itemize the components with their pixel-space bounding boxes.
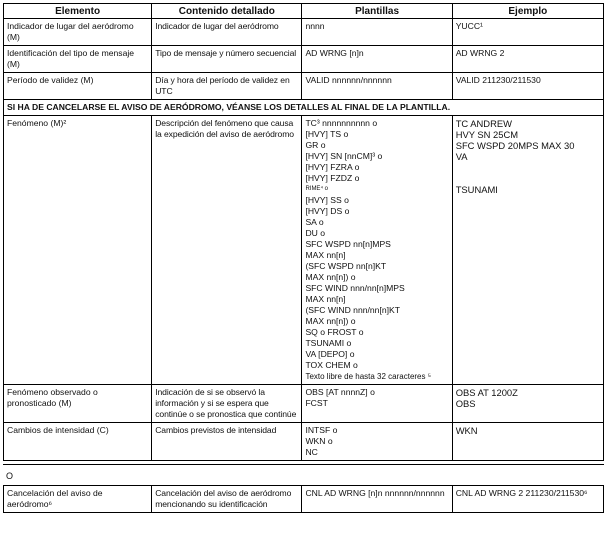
cell-contenido: Tipo de mensaje y número secuencial (152, 46, 302, 73)
header-elemento: Elemento (4, 4, 152, 19)
cell-ejemplo: AD WRNG 2 (452, 46, 603, 73)
plantilla-line: WKN o (305, 436, 333, 446)
table-row (4, 46, 604, 73)
table-row-intensidad (4, 423, 604, 461)
plantilla-line: VA [DEPO] o (305, 349, 355, 359)
plantilla-line: MAX nn[n]) o (305, 272, 356, 282)
table-row-observado (4, 385, 604, 423)
plantilla-line: Texto libre de hasta 32 caracteres ⁵ (305, 372, 432, 381)
or-separator: O (6, 471, 14, 481)
plantilla-line: [HVY] FZRA o (305, 162, 360, 172)
cell-plantilla-list (302, 423, 452, 461)
table-row-cancelacion (4, 486, 604, 513)
plantilla-line: RIME⁴ o (305, 186, 329, 192)
cell-elemento: Cancelación del aviso de aeródromo⁶ (4, 486, 152, 513)
ejemplo-line: OBS AT 1200Z (455, 387, 518, 398)
ejemplo-line: VA (455, 151, 468, 162)
plantilla-line: [HVY] TS o (305, 129, 349, 139)
cell-contenido: Indicador de lugar del aeródromo (152, 19, 302, 46)
header-row (4, 4, 604, 19)
plantilla-line: SA o (305, 217, 324, 227)
plantilla-line: (SFC WSPD nn[n]KT (305, 261, 387, 271)
plantilla-line: MAX nn[n] (305, 294, 346, 304)
cell-elemento: Fenómeno (M)² (4, 116, 152, 385)
plantilla-line: MAX nn[n] (305, 250, 346, 260)
plantilla-line: OBS [AT nnnnZ] o (305, 387, 375, 397)
section-divider (3, 464, 604, 465)
cancel-note-row (4, 100, 604, 116)
cell-plantilla-list (302, 116, 452, 385)
plantilla-line: MAX nn[n]) o (305, 316, 356, 326)
cell-plantilla: AD WRNG [n]n (302, 46, 452, 73)
header-plantillas: Plantillas (302, 4, 452, 19)
plantilla-line: TC³ nnnnnnnnnn o (305, 118, 378, 128)
cell-contenido: Día y hora del período de validez en UTC (152, 73, 302, 100)
plantilla-line: TOX CHEM o (305, 360, 358, 370)
cell-ejemplo-list (452, 423, 603, 461)
ejemplo-line: SFC WSPD 20MPS MAX 30 (455, 140, 575, 151)
cell-elemento: Indicador de lugar del aeródromo (M) (4, 19, 152, 46)
plantilla-line: TSUNAMI o (305, 338, 352, 348)
ejemplo-line: HVY SN 25CM (455, 129, 519, 140)
cell-contenido: Descripción del fenómeno que causa la expedición del aviso de aeródromo (152, 116, 302, 385)
plantilla-line: NC (305, 447, 318, 457)
table-row (4, 73, 604, 100)
ejemplo-line: OBS (455, 398, 476, 409)
table-row-fenomeno (4, 116, 604, 385)
ejemplo-line: WKN (455, 425, 478, 436)
cell-contenido: Indicación de si se observó la información y si se espera que continúe o se pronostica que continúe (152, 385, 302, 423)
cell-plantilla-list (302, 385, 452, 423)
plantilla-line: [HVY] FZDZ o (305, 173, 360, 183)
header-ejemplo: Ejemplo (452, 4, 603, 19)
plantilla-line: [HVY] SN [nnCM]³ o (305, 151, 383, 161)
plantilla-line: FCST (305, 398, 328, 408)
ejemplo-line: TC ANDREW (455, 118, 512, 129)
table-row (4, 19, 604, 46)
plantilla-line: (SFC WIND nnn/nn[n]KT (305, 305, 400, 315)
cell-ejemplo-list (452, 385, 603, 423)
cell-ejemplo: CNL AD WRNG 2 211230/211530⁶ (452, 486, 603, 513)
plantilla-line: INTSF o (305, 425, 338, 435)
header-contenido: Contenido detallado (152, 4, 302, 19)
cell-contenido: Cambios previstos de intensidad (152, 423, 302, 461)
cell-plantilla: CNL AD WRNG [n]n nnnnnn/nnnnnn (302, 486, 452, 513)
cell-elemento: Identificación del tipo de mensaje (M) (4, 46, 152, 73)
plantilla-line: [HVY] DS o (305, 206, 350, 216)
cell-plantilla: nnnn (302, 19, 452, 46)
cancel-table (3, 485, 604, 513)
spacer (456, 173, 600, 184)
plantilla-line: SQ o FROST o (305, 327, 364, 337)
cell-ejemplo: VALID 211230/211530 (452, 73, 603, 100)
cell-elemento: Cambios de intensidad (C) (4, 423, 152, 461)
plantilla-line: SFC WIND nnn/nn[n]MPS (305, 283, 405, 293)
cell-elemento: Período de validez (M) (4, 73, 152, 100)
template-table (3, 3, 604, 461)
plantilla-line: SFC WSPD nn[n]MPS (305, 239, 391, 249)
ejemplo-line: TSUNAMI (455, 184, 498, 195)
cell-plantilla: VALID nnnnnn/nnnnnn (302, 73, 452, 100)
cell-elemento: Fenómeno observado o pronosticado (M) (4, 385, 152, 423)
plantilla-line: GR o (305, 140, 326, 150)
spacer (456, 162, 600, 173)
cell-contenido: Cancelación del aviso de aeródromo mencionando su identificación (152, 486, 302, 513)
plantilla-line: [HVY] SS o (305, 195, 349, 205)
plantilla-line: DU o (305, 228, 326, 238)
cell-ejemplo: YUCC¹ (452, 19, 603, 46)
cell-ejemplo-list (452, 116, 603, 385)
cancel-note: SI HA DE CANCELARSE EL AVISO DE AERÓDROMO, VÉANSE LOS DETALLES AL FINAL DE LA PLANTILLA. (4, 100, 604, 116)
